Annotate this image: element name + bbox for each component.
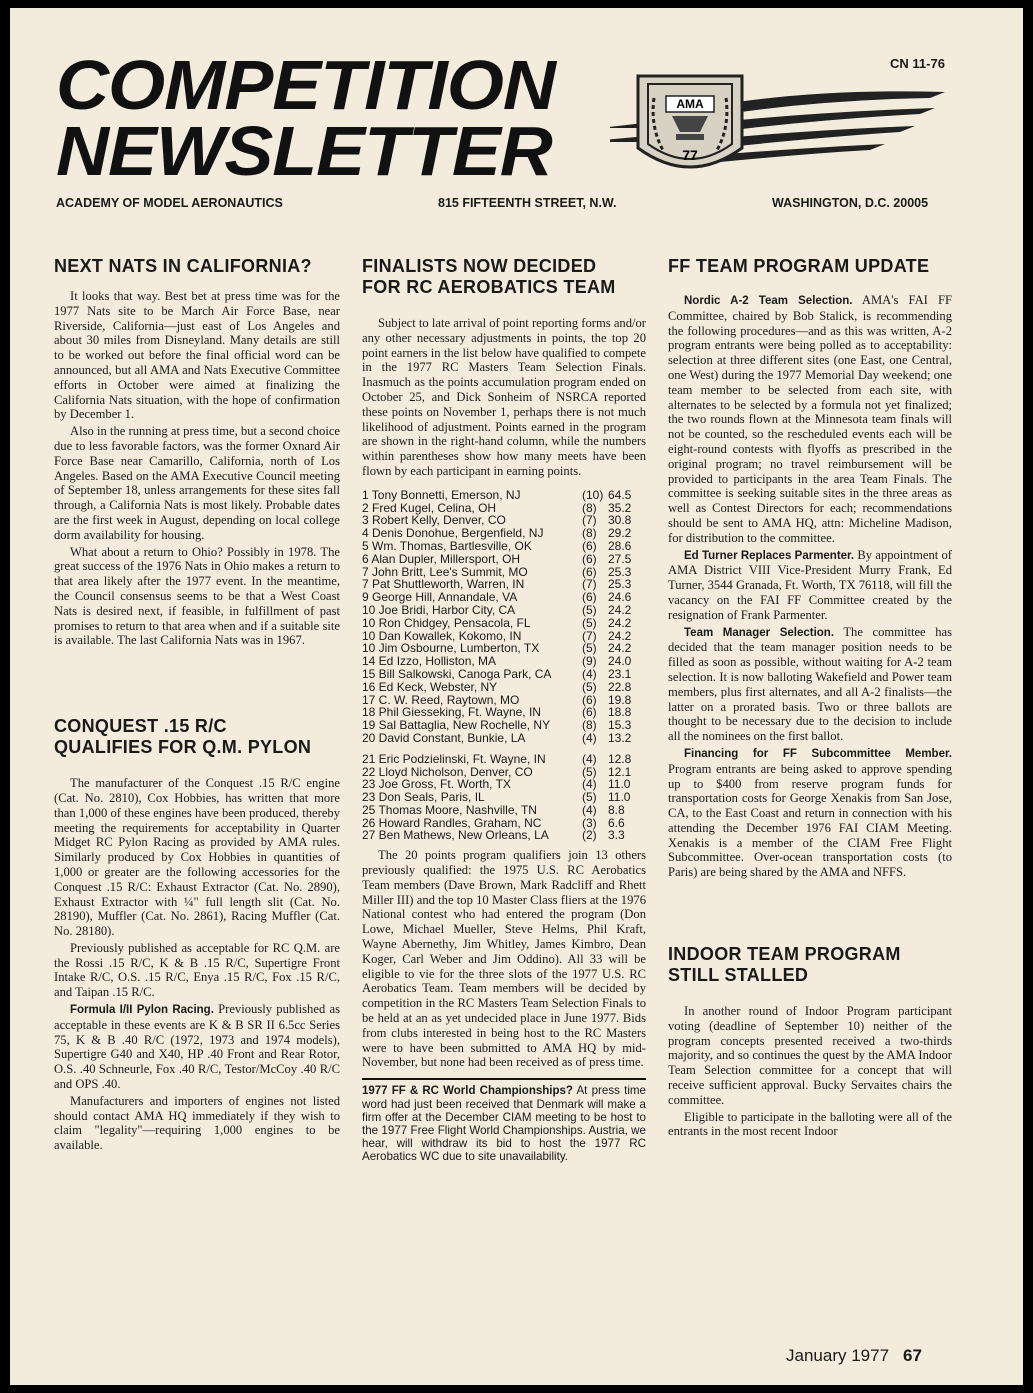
standings-meets: (5)	[582, 615, 597, 630]
standings-meets: (5)	[582, 641, 597, 656]
article-title-nats: NEXT NATS IN CALIFORNIA?	[54, 256, 312, 276]
standings-name: 17 C. W. Reed, Raytown, MO	[362, 692, 520, 707]
article-title-indoor	[668, 944, 952, 986]
news-brief-world-champs	[362, 1078, 646, 1163]
standings-row	[362, 753, 646, 766]
standings-points: 11.0	[608, 790, 631, 805]
standings-name: 7 Pat Shuttleworth, Warren, IN	[362, 577, 525, 592]
lead-turner: Ed Turner Replaces Parmenter.	[684, 549, 855, 562]
paragraph	[668, 625, 952, 744]
standings-row	[362, 617, 646, 630]
standings-meets: (6)	[582, 692, 597, 707]
standings-meets: (6)	[582, 564, 597, 579]
standings-points: 27.5	[608, 551, 632, 566]
trophy-base	[676, 134, 704, 140]
paragraph	[668, 746, 952, 880]
standings-name: 25 Thomas Moore, Nashville, TN	[362, 802, 537, 817]
standings-name: 21 Eric Podzielinski, Ft. Wayne, IN	[362, 751, 546, 766]
standings-points: 23.1	[608, 666, 632, 681]
standings-points: 6.6	[608, 815, 625, 830]
masthead-line-2: NEWSLETTER	[56, 112, 552, 190]
standings-meets: (7)	[582, 577, 597, 592]
standings-row	[362, 489, 646, 502]
paragraph: The manufacturer of the Conquest .15 R/C engine (Cat. No. 2810), Cox Hobbies, has written that more than 1,000 of these engines have been produced, thereby meeting the requirements for acceptability in Quarter Midget RC Pylon Racing as provided by AMA rules. Similarly produced by Cox Hobbies in quantities of 1,000 or greater are the following accessories for the Conquest .15 R/C: Exhaust Extractor (Cat. No. 2890), Exhaust Extractor with ¼" full length slit (Cat. No. 28190), Muffler (Cat. No. 2861), Racing Muffler (Cat. No. 28180).	[54, 776, 340, 939]
standings-points: 24.2	[608, 628, 632, 643]
standings-meets: (6)	[582, 538, 597, 553]
standings-points: 29.2	[608, 526, 632, 541]
standings-name: 9 George Hill, Annandale, VA	[362, 590, 518, 605]
standings-row	[362, 553, 646, 566]
standings-name: 1 Tony Bonnetti, Emerson, NJ	[362, 487, 521, 502]
standings-meets: (4)	[582, 730, 597, 745]
article-title-finalists	[362, 256, 646, 298]
paragraph: Manufacturers and importers of engines not listed should contact AMA HQ immediately if they wish to claim "legality"—requiring 1,000 engines to be available.	[54, 1093, 340, 1153]
paragraph: In another round of Indoor Program participant voting (deadline of September 10) neither of the program concepts presented received a two-thirds majority, and so continues the quest by the AMA Indoor Team Selection committee for a concept that will receive sufficient approval. Bucky Servaites chairs the committee.	[668, 1004, 952, 1107]
org-address: 815 FIFTEENTH STREET, N.W.	[438, 196, 617, 210]
standings-name: 3 Robert Kelly, Denver, CO	[362, 513, 506, 528]
text-formula: Previously published as acceptable in these events are K & B SR II 6.5cc Series 75, K & B .40 R/C (1972, 1973 and 1974 models), Supertigre G40 and X40, HP .40 Front and Rear Rotor, O.S. .40 Schneurle, Fox .40 R/C, Testor/McCoy .40 R/C and OPS .40.	[54, 1002, 340, 1092]
standings-meets: (6)	[582, 705, 597, 720]
paragraph: It looks that way. Best bet at press time was for the 1977 Nats site to be March Air Force Base, near Riverside, California—just east of Los Angeles and about 30 miles from Disneyland. Many details are still to be worked out before the final official word can be announced, but all AMA and Nats Executive Committee efforts in October were aimed at finalizing the California Nats situation, with the hope of confirmation by December 1.	[54, 289, 340, 422]
article-title-conquest	[54, 716, 340, 758]
standings-points: 18.8	[608, 705, 632, 720]
ama-wings-crest	[610, 68, 950, 188]
standings-name: 20 David Constant, Bunkie, LA	[362, 730, 526, 745]
paragraph: Previously published as acceptable for RC Q.M. are the Rossi .15 R/C, K & B .15 R/C, Supertigre Front Intake R/C, O.S. .15 R/C, Enya .15 R/C, Fox .15 R/C, and Taipan .15 R/C.	[54, 940, 340, 1000]
org-name: ACADEMY OF MODEL AERONAUTICS	[56, 196, 283, 210]
standings-meets: (4)	[582, 802, 597, 817]
column-3	[668, 256, 952, 1141]
standings-points: 3.3	[608, 828, 625, 843]
standings-name: 16 Ed Keck, Webster, NY	[362, 679, 498, 694]
lead-world-champs: 1977 FF & RC World Championships?	[362, 1085, 573, 1098]
text-manager: The committee has decided that the team manager position needs to be filled as soon as possible, without waiting for A-2 team selection. It is now balloting Wakefield and Power team members, plus first alternates, and all A-2 finalists—the latter on a prorated basis. Two or three ballots are thought to be necessary due to the decision to include all the nominees on the first ballot.	[668, 624, 952, 744]
column-1	[54, 256, 340, 1155]
standings-meets: (7)	[582, 628, 597, 643]
standings-points: 11.0	[608, 777, 631, 792]
standings-points: 24.2	[608, 602, 632, 617]
standings-name: 10 Ron Chidgey, Pensacola, FL	[362, 615, 531, 630]
paragraph	[668, 293, 952, 546]
paragraph: Subject to late arrival of point reporting forms and/or any other necessary adjustments in points, the top 20 point earners in the list below have qualified to compete in the 1977 RC Masters Team Selection Finals. Inasmuch as the points accumulation program ended on October 25, and Dick Sonheim of NSRCA reported these points on November 1, perhaps there is not much likelihood of adjustment. Points earned in the program are shown in the right-hand column, while the numbers within parentheses show how many meets have been flown by each participant in earning points.	[362, 316, 646, 478]
standings-points: 22.8	[608, 679, 632, 694]
standings-list	[362, 489, 646, 843]
standings-meets: (5)	[582, 790, 597, 805]
standings-name: 10 Jim Osbourne, Lumberton, TX	[362, 641, 540, 656]
standings-meets: (3)	[582, 815, 597, 830]
standings-row	[362, 540, 646, 553]
standings-points: 24.2	[608, 615, 632, 630]
masthead-title	[56, 46, 555, 190]
newsletter-page	[10, 8, 1023, 1385]
standings-name: 5 Wm. Thomas, Bartlesville, OK	[362, 538, 532, 553]
standings-meets: (6)	[582, 551, 597, 566]
standings-points: 25.3	[608, 564, 632, 579]
standings-name: 7 John Britt, Lee's Summit, MO	[362, 564, 528, 579]
title-line: QUALIFIES FOR Q.M. PYLON	[54, 737, 312, 758]
standings-meets: (4)	[582, 751, 597, 766]
standings-row	[362, 791, 646, 804]
standings-points: 12.1	[608, 764, 632, 779]
lead-formula: Formula I/II Pylon Racing.	[70, 1004, 214, 1017]
standings-name: 14 Ed Izzo, Holliston, MA	[362, 654, 497, 669]
standings-name: 6 Alan Dupler, Millersport, OH	[362, 551, 521, 566]
issue-date: January 1977	[786, 1346, 890, 1365]
standings-row	[362, 719, 646, 732]
standings-meets: (5)	[582, 679, 597, 694]
standings-meets: (4)	[582, 777, 597, 792]
standings-meets: (8)	[582, 718, 597, 733]
text-world-champs: At press time word had just been received that Denmark will make a firm offer at the December CIAM meeting to be host to the 1977 Free Flight World Championships. Austria, we hear, will withdraw its bid to host the 1977 RC Aerobatics WC due to site unavailability.	[362, 1084, 646, 1164]
standings-row	[362, 604, 646, 617]
standings-points: 25.3	[608, 577, 632, 592]
standings-points: 64.5	[608, 487, 632, 502]
standings-row	[362, 829, 646, 842]
standings-points: 30.8	[608, 513, 632, 528]
standings-meets: (5)	[582, 602, 597, 617]
paragraph	[54, 1002, 340, 1092]
title-line: STILL STALLED	[668, 965, 809, 986]
page-number: 67	[903, 1346, 922, 1365]
column-2	[362, 256, 646, 1163]
standings-row	[362, 804, 646, 817]
issue-code: CN 11-76	[890, 56, 945, 71]
title-line: CONQUEST .15 R/C	[54, 716, 227, 737]
text-nordic: AMA's FAI FF Committee, chaired by Bob Stalick, is recommending the following procedures—and as this was written, A-2 program entrants were being polled as to acceptability: selection at three different sites (one East, one Central, one West) during the 1977 Memorial Day weekend; one team member to be selected from each site, with alternates to be selected by a formula not yet finalized; the two rounds flown at the Minnesota team finals will not be counted, so the rescheduled events each will be eight-round contests with flyoffs as prescribed in the original program; no travel reimbursement will be provided to participants in the area Team Finals. The committee is seeking suitable sites in the three areas as well as Contest Directors for each; recommendations should be sent to AMA HQ, attn: Micheline Madison, for distribution to the committee.	[668, 293, 952, 545]
standings-meets: (6)	[582, 590, 597, 605]
masthead-line-1: COMPETITION	[56, 46, 555, 124]
standings-name: 10 Dan Kowallek, Kokomo, IN	[362, 628, 522, 643]
crest-year: 77	[682, 147, 698, 163]
standings-meets: (7)	[582, 513, 597, 528]
title-line: INDOOR TEAM PROGRAM	[668, 944, 901, 965]
standings-name: 22 Lloyd Nicholson, Denver, CO	[362, 764, 533, 779]
text-turner: By appointment of AMA District VIII Vice-President Murry Frank, Ed Turner, 3544 Granada, Ft. Worth, TX 76118, will fill the vacancy on the FAI FF Committee created by the resignation of Frank Parmenter.	[668, 547, 952, 622]
org-city: WASHINGTON, D.C. 20005	[772, 196, 929, 210]
standings-meets: (10)	[582, 487, 604, 502]
standings-row	[362, 668, 646, 681]
standings-name: 23 Don Seals, Paris, IL	[362, 790, 485, 805]
lead-nordic: Nordic A-2 Team Selection.	[684, 295, 853, 307]
standings-points: 24.6	[608, 590, 632, 605]
standings-name: 18 Phil Giesseking, Ft. Wayne, IN	[362, 705, 541, 720]
standings-name: 2 Fred Kugel, Celina, OH	[362, 500, 497, 515]
standings-points: 12.8	[608, 751, 632, 766]
standings-points: 24.0	[608, 654, 632, 669]
title-line: FINALISTS NOW DECIDED	[362, 256, 597, 276]
standings-points: 19.8	[608, 692, 632, 707]
standings-points: 35.2	[608, 500, 632, 515]
paragraph: Eligible to participate in the balloting were all of the entrants in the most recent Indoor	[668, 1109, 952, 1139]
standings-meets: (8)	[582, 526, 597, 541]
lead-manager: Team Manager Selection.	[684, 626, 835, 639]
standings-meets: (2)	[582, 828, 597, 843]
paragraph: The 20 points program qualifiers join 13 others previously qualified: the 1975 U.S. RC Aerobatics Team members (Dave Brown, Mark Radcliff and Rhett Miller III) and the top 10 Master Class fliers at the 1976 National contest who had entered the program (Don Lowe, Michael Mueller, Steve Helms, Phil Kraft, Wayne Abernethy, Jim Whitley, James Kimbro, Dean Koger, Carl Weber and Jim Oddino). All 33 will be eligible to vie for the three slots of the 1977 U.S. RC Aerobatics Team. Team members will be decided by competition in the RC Masters Team Selection Finals to be held at an as yet undecided place in June 1977. Bids from clubs interested in being host to the RC Masters were to have been submitted to AMA HQ by mid-November, but none had been received as of press time.	[362, 848, 646, 1070]
standings-row	[362, 681, 646, 694]
standings-meets: (5)	[582, 764, 597, 779]
standings-name: 23 Joe Gross, Ft. Worth, TX	[362, 777, 511, 792]
paragraph: What about a return to Ohio? Possibly in 1978. The great success of the 1976 Nats in Ohio makes a return to that area likely after the 1977 event. In the meantime, the Council consensus seems to be that a West Coast Nats is desired next, if feasible, in fulfillment of past promises to return to that area when and if a suitable site is available. The last California Nats was in 1967.	[54, 544, 340, 648]
standings-name: 26 Howard Randles, Graham, NC	[362, 815, 542, 830]
lead-financing: Financing for FF Subcommittee Member.	[684, 747, 952, 760]
standings-points: 13.2	[608, 730, 632, 745]
article-title-ff: FF TEAM PROGRAM UPDATE	[668, 256, 930, 276]
crest-text: AMA	[676, 97, 704, 111]
standings-meets: (8)	[582, 500, 597, 515]
standings-points: 8.8	[608, 802, 625, 817]
standings-points: 15.3	[608, 718, 632, 733]
text-financing: Program entrants are being asked to approve spending up to $400 from reserve program funds for transportation costs for George Xenakis from San Jose, CA, to the East Coast and return in connection with his attending the December 1976 FAI CIAM Meeting. Xenakis is a member of the CIAM Free Flight Subcommittee. Over-ocean transportation costs (to Paris) are being shared by the AMA and NFFS.	[668, 761, 952, 880]
standings-row	[362, 655, 646, 668]
standings-points: 28.6	[608, 538, 632, 553]
title-line: FOR RC AEROBATICS TEAM	[362, 277, 616, 297]
standings-name: 10 Joe Bridi, Harbor City, CA	[362, 602, 516, 617]
page-footer	[786, 1346, 922, 1366]
paragraph	[668, 548, 952, 623]
standings-row	[362, 732, 646, 745]
standings-name: 15 Bill Salkowski, Canoga Park, CA	[362, 666, 552, 681]
standings-name: 19 Sal Battaglia, New Rochelle, NY	[362, 718, 551, 733]
standings-name: 4 Denis Donohue, Bergenfield, NJ	[362, 526, 544, 541]
standings-meets: (4)	[582, 666, 597, 681]
paragraph: Also in the running at press time, but a second choice due to less favorable factors, was the former Oxnard Air Force Base near Camarillo, California, north of Los Angeles. Based on the AMA Executive Council meeting of September 18, unless arrangements for these sites fall through, a California Nats is most likely. Probable dates are the first week in August, depending on local college dorm availability for housing.	[54, 424, 340, 542]
standings-meets: (9)	[582, 654, 597, 669]
standings-name: 27 Ben Mathews, New Orleans, LA	[362, 828, 549, 843]
standings-points: 24.2	[608, 641, 632, 656]
